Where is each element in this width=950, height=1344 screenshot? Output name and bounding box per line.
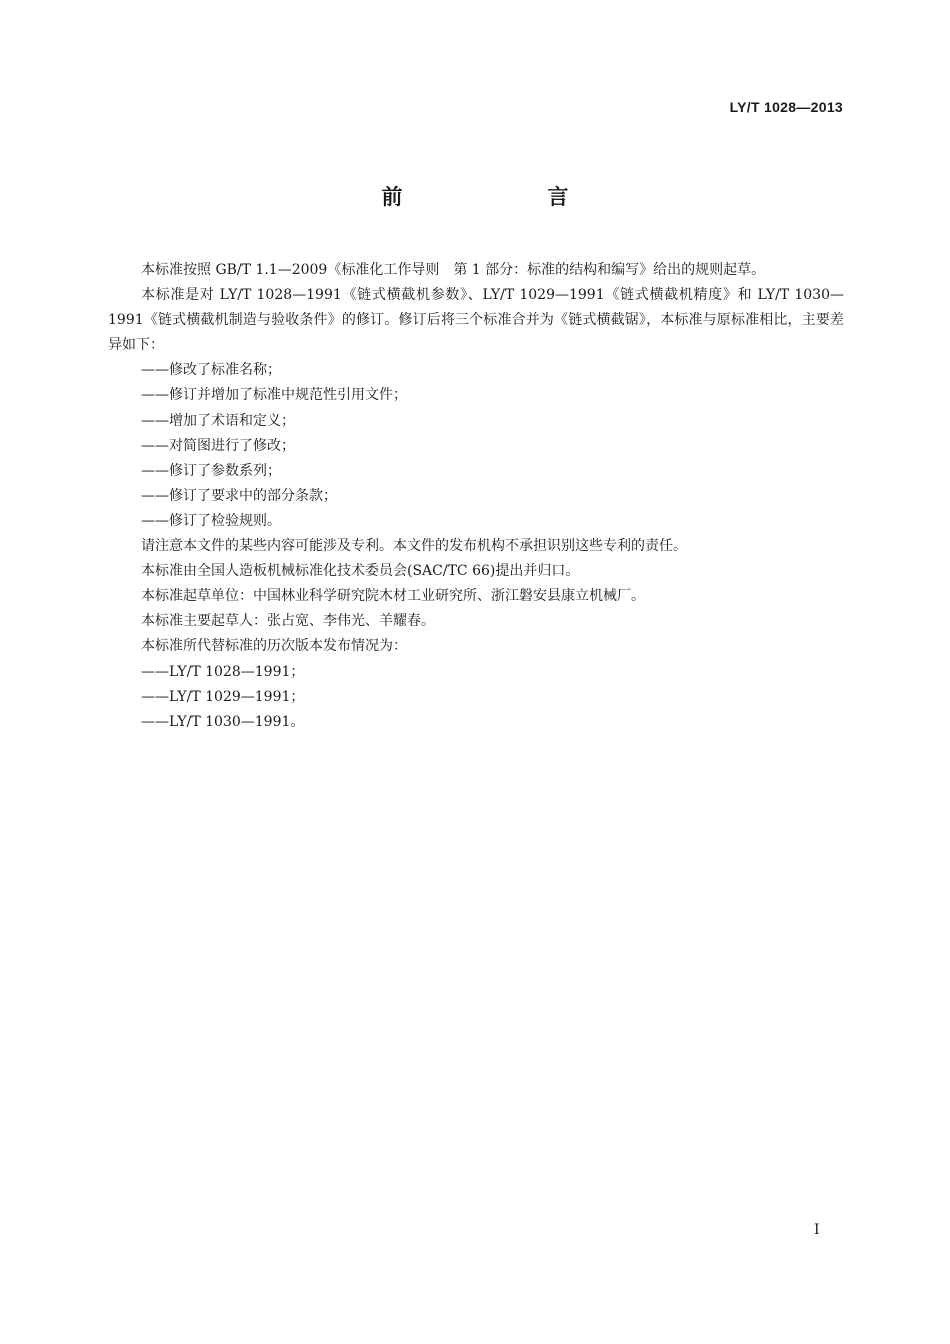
changes-list bbox=[108, 358, 844, 534]
list-item: ——修订并增加了标准中规范性引用文件； bbox=[141, 387, 407, 404]
page-title: 前 言 bbox=[381, 185, 631, 209]
paragraph-revision-summary: 本标准是对 LY/T 1028—1991《链式横截机参数》、LY/T 1029—1991《链式横截机精度》和 LY/T 1030—1991《链式横截机制造与验收条件》的修订。修订后将三个标准合并为《链式横截锯》，本标准与原标准相比，主要差异如下： bbox=[108, 287, 844, 354]
list-item: ——对简图进行了修改； bbox=[141, 437, 295, 454]
list-item: ——LY/T 1030—1991。 bbox=[141, 713, 305, 730]
list-item: ——LY/T 1029—1991； bbox=[141, 688, 305, 705]
list-item: ——修改了标准名称； bbox=[141, 362, 281, 379]
paragraph-patent-notice: 请注意本文件的某些内容可能涉及专利。本文件的发布机构不承担识别这些专利的责任。 bbox=[141, 538, 687, 555]
standard-code: LY/T 1028—2013 bbox=[729, 99, 843, 115]
replaced-versions-list bbox=[108, 660, 844, 735]
list-item: ——增加了术语和定义； bbox=[141, 412, 295, 429]
list-item: ——修订了要求中的部分条款； bbox=[141, 487, 337, 504]
list-item: ——修订了检验规则。 bbox=[141, 512, 281, 529]
paragraph-drafting-rules: 本标准按照 GB/T 1.1—2009《标准化工作导则 第 1 部分：标准的结构和编写》给出的规则起草。 bbox=[141, 262, 766, 278]
paragraph-drafting-units: 本标准起草单位：中国林业科学研究院木材工业研究所、浙江磐安县康立机械厂。 bbox=[141, 588, 645, 605]
page-number: Ⅰ bbox=[814, 1222, 820, 1238]
paragraph-replaced-versions-intro: 本标准所代替标准的历次版本发布情况为： bbox=[141, 638, 407, 655]
list-item: ——LY/T 1028—1991； bbox=[141, 663, 305, 680]
paragraph-proposer: 本标准由全国人造板机械标准化技术委员会(SAC/TC 66)提出并归口。 bbox=[141, 563, 580, 580]
paragraph-drafters: 本标准主要起草人：张占宽、李伟光、羊耀春。 bbox=[141, 613, 435, 630]
foreword-body bbox=[108, 258, 844, 735]
list-item: ——修订了参数系列； bbox=[141, 462, 281, 479]
